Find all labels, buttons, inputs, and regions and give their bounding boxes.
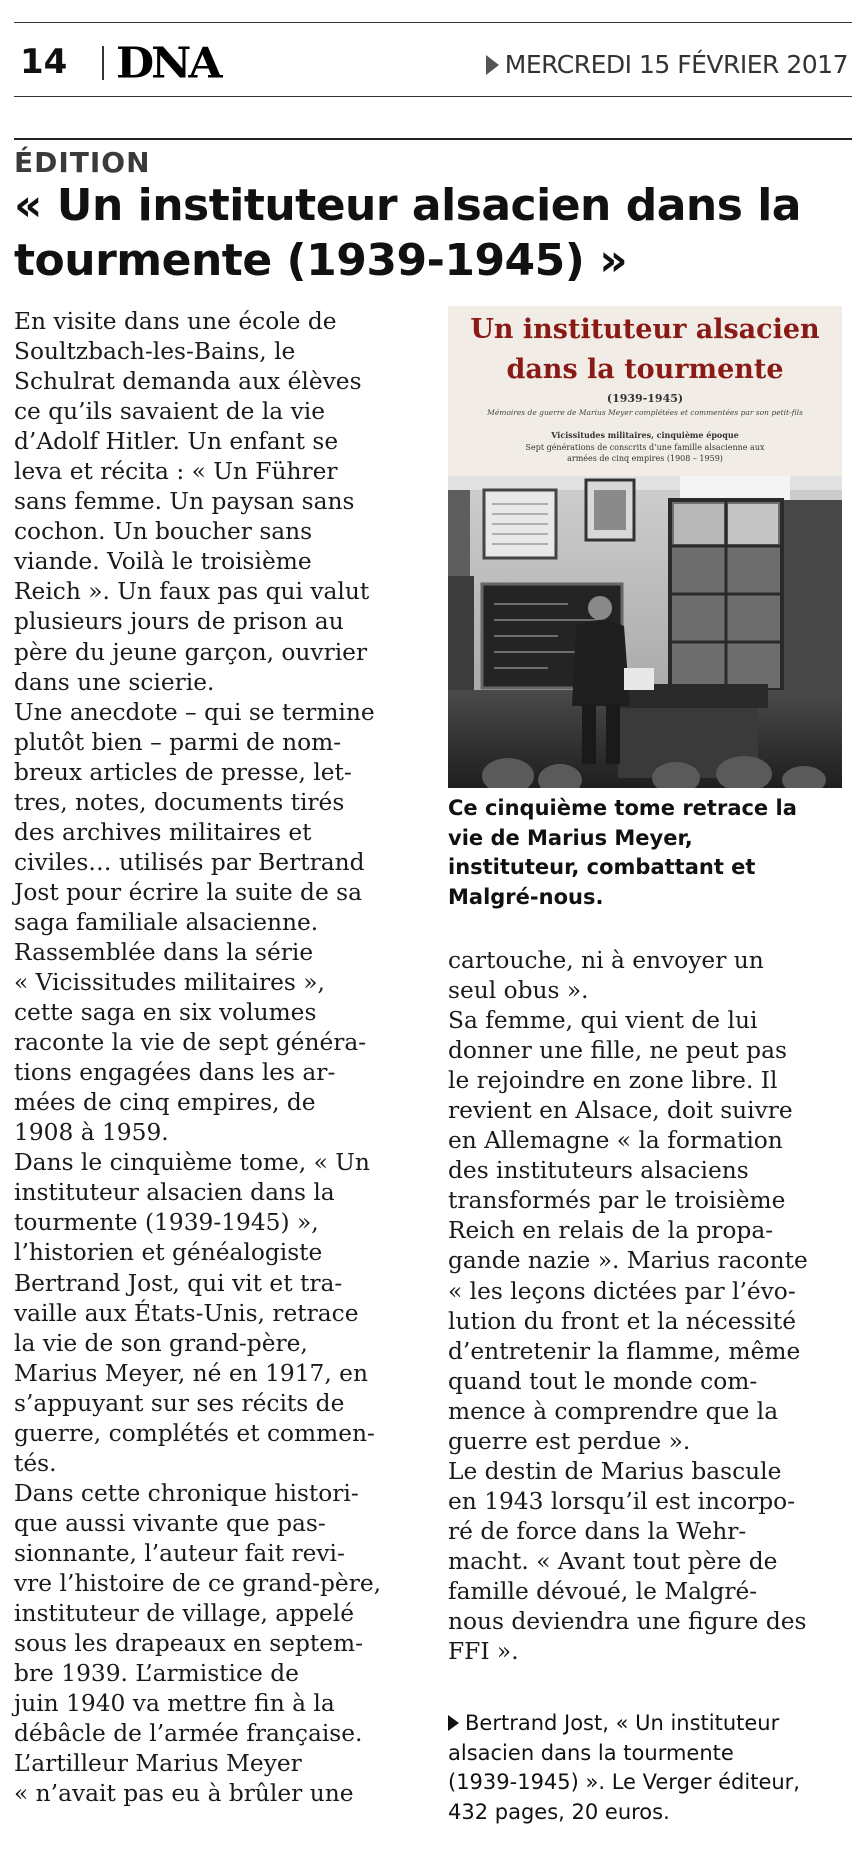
header-separator	[102, 46, 104, 80]
body-text-line: Dans cette chronique histori-	[14, 1479, 359, 1507]
body-text-line: bre 1939. L’armistice de	[14, 1660, 299, 1688]
body-text-line: sous les drapeaux en septem-	[14, 1630, 363, 1658]
body-text-line: des instituteurs alsaciens	[448, 1157, 749, 1185]
cover-title-line: dans la tourmente	[506, 354, 784, 385]
body-text-line: cartouche, ni à envoyer un	[448, 947, 764, 974]
body-text-line: L’artilleur Marius Meyer	[14, 1750, 302, 1778]
headline-line: tourmente (1939-1945) »	[14, 235, 628, 286]
body-text-line: Rassemblée dans la série	[14, 938, 314, 966]
body-text-line: Reich ». Un faux pas qui valut	[14, 578, 370, 606]
cover-series-line: armées de cinq empires (1908 – 1959)	[567, 454, 723, 463]
article-body-right-column	[448, 946, 848, 1667]
body-text-line: sans femme. Un paysan sans	[14, 488, 355, 516]
arrow-icon	[486, 55, 499, 75]
body-text-line: ré de force dans la Wehr-	[448, 1517, 747, 1545]
caption-line: Malgré-nous.	[448, 884, 604, 909]
body-text-line: l’historien et généalogiste	[14, 1239, 323, 1267]
header-bottom-rule	[14, 96, 852, 97]
body-text-line: viande. Voilà le troisième	[14, 548, 312, 576]
body-text-line: Soultzbach-les-Bains, le	[14, 338, 296, 366]
body-text-line: d’Adolf Hitler. Un enfant se	[14, 428, 339, 456]
body-text-line: raconte la vie de sept généra-	[14, 1029, 367, 1057]
body-text-line: ce qu’ils savaient de la vie	[14, 398, 325, 426]
body-text-line: tés.	[14, 1449, 57, 1477]
body-text-line: saga familiale alsacienne.	[14, 908, 319, 936]
body-text-line: Reich en relais de la propa-	[448, 1217, 774, 1245]
article-headline	[14, 178, 844, 288]
body-text-line: le rejoindre en zone libre. Il	[448, 1067, 778, 1095]
body-text-line: cette saga en six volumes	[14, 999, 317, 1027]
body-text-line: s’appuyant sur ses récits de	[14, 1389, 345, 1417]
caption-line: Ce cinquième tome retrace la	[448, 796, 797, 820]
cover-years: (1939-1945)	[606, 392, 684, 405]
body-text-line: revient en Alsace, doit suivre	[448, 1097, 793, 1125]
body-text-line: En visite dans une école de	[14, 308, 337, 335]
body-text-line: macht. « Avant tout père de	[448, 1547, 778, 1575]
body-text-line: lution du front et la nécessité	[448, 1307, 797, 1335]
body-text-line: plusieurs jours de prison au	[14, 608, 344, 636]
body-text-line: « n’avait pas eu à brûler une	[14, 1780, 354, 1808]
body-text-line: FFI ».	[448, 1638, 519, 1666]
image-caption	[448, 794, 848, 912]
body-text-line: seul obus ».	[448, 977, 589, 1005]
body-text-line: vaille aux États-Unis, retrace	[14, 1299, 359, 1327]
issue-date	[486, 50, 848, 79]
credit-line: 432 pages, 20 euros.	[448, 1799, 670, 1824]
book-cover-image	[448, 306, 842, 788]
body-text-line: cochon. Un boucher sans	[14, 518, 313, 546]
headline-line: « Un instituteur alsacien dans la	[14, 180, 801, 231]
body-text-line: Le destin de Marius bascule	[448, 1457, 782, 1485]
arrow-icon	[448, 1715, 459, 1731]
body-text-line: dans une scierie.	[14, 668, 215, 696]
credit-line: (1939-1945) ». Le Verger éditeur,	[448, 1770, 800, 1794]
body-text-line: guerre, complétés et commen-	[14, 1419, 375, 1447]
body-text-line: Marius Meyer, né en 1917, en	[14, 1359, 368, 1387]
page-number: 14	[20, 42, 68, 82]
body-text-line: « les leçons dictées par l’évo-	[448, 1277, 796, 1305]
cover-title-line: Un instituteur alsacien	[470, 314, 820, 345]
body-text-line: tions engagées dans les ar-	[14, 1059, 336, 1087]
body-text-line: en Allemagne « la formation	[448, 1127, 783, 1155]
credit-line	[448, 1709, 848, 1739]
page-header	[16, 38, 852, 88]
caption-line: vie de Marius Meyer,	[448, 825, 693, 850]
body-text-line: mence à comprendre que la	[448, 1397, 779, 1425]
body-text-line: breux articles de presse, let-	[14, 758, 352, 786]
body-text-line: quand tout le monde com-	[448, 1367, 758, 1395]
body-text-line: Dans le cinquième tome, « Un	[14, 1149, 370, 1177]
issue-date-text: MERCREDI 15 FÉVRIER 2017	[504, 50, 848, 79]
body-text-line: des archives militaires et	[14, 818, 312, 846]
body-text-line: Jost pour écrire la suite de sa	[14, 878, 362, 906]
body-text-line: plutôt bien – parmi de nom-	[14, 728, 342, 756]
credit-line-text: Bertrand Jost, « Un instituteur	[465, 1711, 780, 1735]
cover-series: Vicissitudes militaires, cinquième époque	[551, 430, 739, 440]
body-text-line: gande nazie ». Marius raconte	[448, 1247, 808, 1275]
cover-series-line: Sept générations de conscrits d’une famille alsacienne aux	[525, 443, 765, 452]
body-text-line: tres, notes, documents tirés	[14, 788, 345, 816]
body-text-line: donner une fille, ne peut pas	[448, 1037, 787, 1065]
credit-line: alsacien dans la tourmente	[448, 1740, 734, 1765]
body-text-line: Schulrat demanda aux élèves	[14, 368, 362, 396]
body-text-line: Une anecdote – qui se termine	[14, 698, 375, 726]
body-text-line: débâcle de l’armée française.	[14, 1720, 363, 1748]
body-text-line: la vie de son grand-père,	[14, 1329, 308, 1357]
body-text-line: Sa femme, qui vient de lui	[448, 1007, 758, 1035]
body-text-line: transformés par le troisième	[448, 1187, 786, 1215]
cover-title	[448, 310, 842, 390]
body-text-line: leva et récita : « Un Führer	[14, 458, 338, 486]
body-text-line: tourmente (1939-1945) »,	[14, 1209, 319, 1237]
body-text-line: « Vicissitudes militaires »,	[14, 969, 325, 997]
body-text-line: nous deviendra une figure des	[448, 1608, 807, 1636]
caption-line: instituteur, combattant et	[448, 855, 756, 879]
body-text-line: père du jeune garçon, ouvrier	[14, 638, 368, 666]
newspaper-logo: DNA	[116, 39, 220, 88]
cover-subtitle: Mémoires de guerre de Marius Meyer complétées et commentées par son petit-fils	[487, 408, 803, 417]
header-top-rule	[14, 22, 852, 23]
body-text-line: instituteur alsacien dans la	[14, 1179, 335, 1207]
body-text-line: sionnante, l’auteur fait revi-	[14, 1539, 345, 1567]
body-text-line: d’entretenir la flamme, même	[448, 1337, 801, 1365]
article-body-left-column	[14, 307, 434, 1809]
body-text-line: guerre est perdue ».	[448, 1427, 691, 1455]
body-text-line: en 1943 lorsqu’il est incorpo-	[448, 1487, 796, 1515]
body-text-line: que aussi vivante que pas-	[14, 1509, 326, 1537]
body-text-line: vre l’histoire de ce grand-père,	[14, 1569, 382, 1597]
section-rule	[14, 138, 852, 140]
section-rubric: ÉDITION	[14, 146, 151, 179]
body-text-line: famille dévoué, le Malgré-	[448, 1577, 758, 1605]
body-text-line: civiles… utilisés par Bertrand	[14, 848, 365, 876]
body-text-line: Bertrand Jost, qui vit et tra-	[14, 1269, 343, 1297]
cover-title-area	[448, 306, 842, 476]
body-text-line: mées de cinq empires, de	[14, 1089, 316, 1117]
body-text-line: instituteur de village, appelé	[14, 1600, 355, 1628]
book-reference	[448, 1709, 848, 1827]
classroom-photo	[448, 476, 842, 788]
body-text-line: 1908 à 1959.	[14, 1119, 169, 1147]
body-text-line: juin 1940 va mettre fin à la	[14, 1690, 335, 1718]
cover-series-description	[448, 442, 842, 464]
